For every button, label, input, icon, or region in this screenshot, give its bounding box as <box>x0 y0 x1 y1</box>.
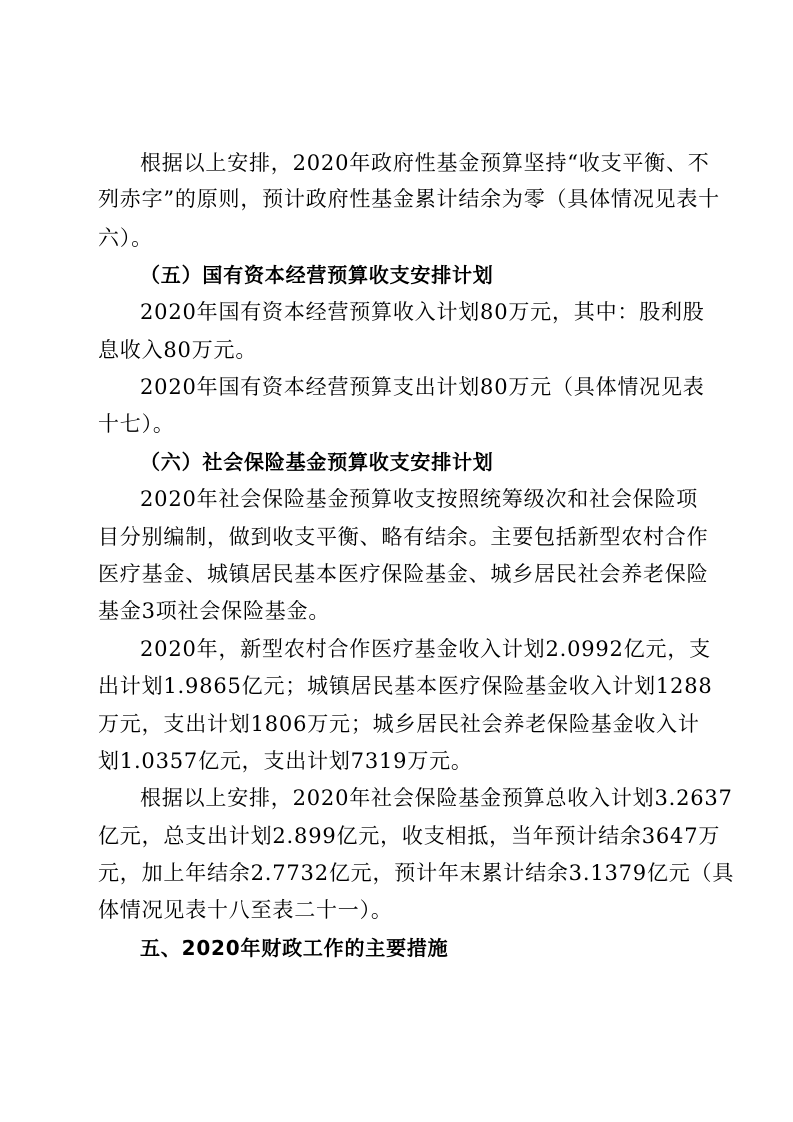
paragraph-line: 出计划1.9865亿元；城镇居民基本医疗保险基金收入计划1288 <box>98 674 713 698</box>
paragraph-line: 医疗基金、城镇居民基本医疗保险基金、城乡居民社会养老保险 <box>98 562 709 586</box>
paragraph-line: 六）。 <box>98 226 153 250</box>
section-title: 五、2020年财政工作的主要措施 <box>140 936 449 960</box>
section-heading: （六）社会保险基金预算收支安排计划 <box>140 450 494 474</box>
paragraph-line: 息收入80万元。 <box>98 338 258 362</box>
section-heading: （五）国有资本经营预算收支安排计划 <box>140 263 494 287</box>
paragraph-line: 2020年，新型农村合作医疗基金收入计划2.0992亿元，支 <box>140 637 711 661</box>
paragraph-line: 体情况见表十八至表二十一）。 <box>98 898 393 922</box>
paragraph-line: 十七）。 <box>98 412 175 436</box>
paragraph-line: 划1.0357亿元，支出计划7319万元。 <box>98 749 473 773</box>
paragraph-line: 基金3项社会保险基金。 <box>98 599 331 623</box>
paragraph-line: 2020年国有资本经营预算支出计划80万元（具体情况见表 <box>140 375 705 399</box>
paragraph-line: 亿元，总支出计划2.899亿元，收支相抵，当年预计结余3647万 <box>98 824 721 848</box>
paragraph-line: 万元，支出计划1806万元；城乡居民社会养老保险基金收入计 <box>98 712 700 736</box>
paragraph-line: 列赤字”的原则，预计政府性基金累计结余为零（具体情况见表十 <box>98 187 720 211</box>
paragraph-line: 目分别编制，做到收支平衡、略有结余。主要包括新型农村合作 <box>98 525 709 549</box>
paragraph-line: 根据以上安排，2020年社会保险基金预算总收入计划3.2637 <box>140 786 733 810</box>
paragraph-line: 根据以上安排，2020年政府性基金预算坚持“收支平衡、不 <box>140 151 710 175</box>
paragraph-line: 元，加上年结余2.7732亿元，预计年末累计结余3.1379亿元（具 <box>98 861 735 885</box>
paragraph-line: 2020年社会保险基金预算收支按照统筹级次和社会保险项 <box>140 487 699 511</box>
paragraph-line: 2020年国有资本经营预算收入计划80万元，其中：股利股 <box>140 300 705 324</box>
